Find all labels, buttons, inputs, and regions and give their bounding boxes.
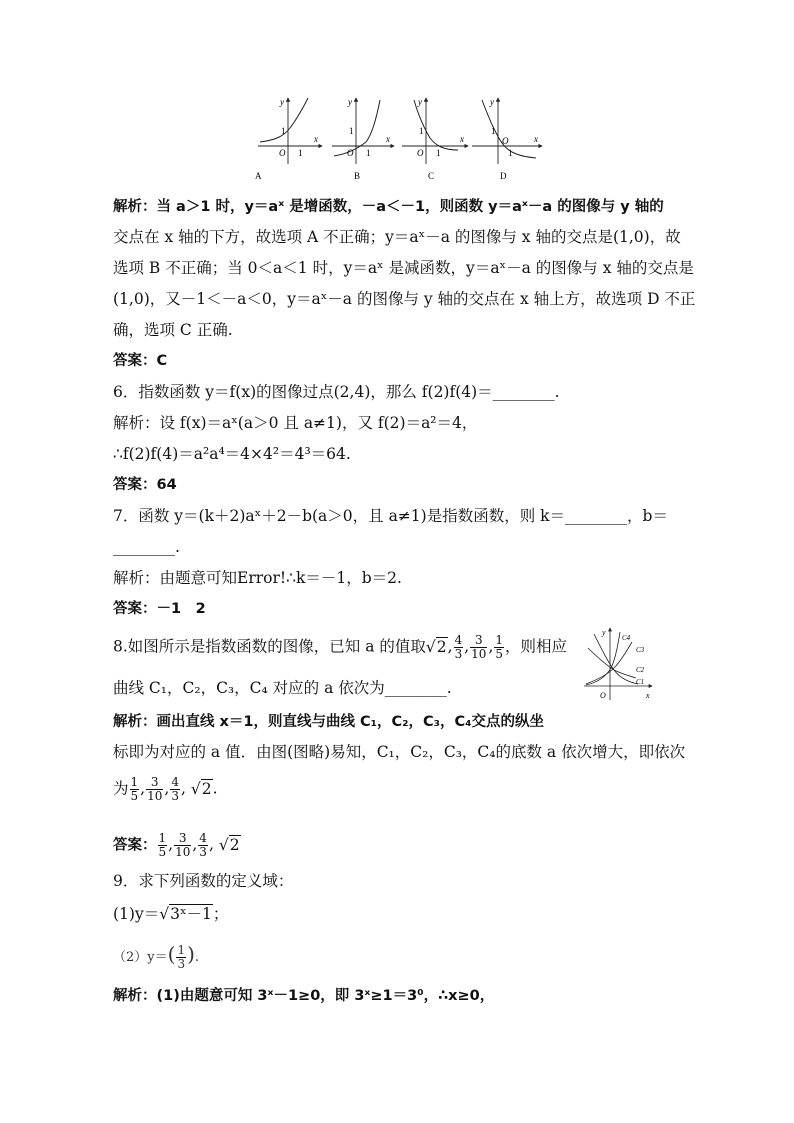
- graph-panel-c: [402, 97, 468, 181]
- axis-x-label: x: [314, 134, 318, 144]
- analysis-line-5: 确，选项 C 正确.: [113, 321, 233, 339]
- svg-text:1: 1: [419, 126, 424, 136]
- svg-text:D: D: [500, 171, 507, 181]
- question-9-part-2: （2）y＝( $\frac{1}{3}$ ).: [113, 942, 200, 971]
- axis-y-label: y: [280, 97, 284, 107]
- graph-panel-a: [255, 97, 322, 181]
- origin-label: O: [279, 148, 286, 158]
- question-8-line-2: 曲线 C₁，C₂，C₃，C₄ 对应的 a 依次为________.: [113, 679, 452, 697]
- svg-text:B: B: [354, 171, 361, 181]
- question-8-line-1: 8.如图所示是指数函数的图像，已知 a 的值取√2, $\frac{4}{3}$ , $\frac{3}{10}$ , $\frac{1}{5}$ ，则相应: [113, 633, 568, 661]
- question-6: 6．指数函数 y＝f(x)的图像过点(2,4)，那么 f(2)f(4)＝________.: [113, 383, 560, 401]
- exp-curves-figure: [580, 626, 656, 702]
- svg-text:1: 1: [366, 148, 371, 158]
- svg-text:y: y: [602, 628, 606, 637]
- one-y-label: 1: [281, 126, 286, 136]
- analysis-line-4: (1,0)，又－1＜－a＜0，y＝aˣ－a 的图像与 y 轴的交点在 x 轴上方，故选项 D 不正: [113, 290, 696, 308]
- analysis-8-line-3: 为 $\frac{1}{5}$ , $\frac{3}{10}$ , $\frac{4}{3}$ , √2.: [113, 775, 218, 803]
- svg-text:O: O: [600, 691, 606, 700]
- analysis-line-3: 选项 B 不正确；当 0＜a＜1 时，y＝aˣ 是减函数，y＝aˣ－a 的图像与 x 轴的交点是: [113, 259, 694, 277]
- one-x-label: 1: [298, 148, 303, 158]
- analysis-line-2: 交点在 x 轴的下方，故选项 A 不正确；y＝aˣ－a 的图像与 x 轴的交点是(1,0)，故: [113, 228, 681, 246]
- answer-5: 答案：C: [113, 353, 168, 369]
- svg-text:1: 1: [436, 148, 441, 158]
- svg-text:y: y: [418, 97, 422, 107]
- svg-text:x: x: [534, 134, 538, 144]
- answer-6: 答案：64: [113, 477, 177, 493]
- panel-label: A: [255, 171, 262, 181]
- answer-8: 答案： $\frac{1}{5}$ , $\frac{3}{10}$ , $\frac{4}{3}$ , √2: [113, 831, 240, 859]
- analysis-7: 解析：由题意可知Error!∴k＝－1，b＝2.: [113, 569, 402, 587]
- svg-text:y: y: [490, 97, 494, 107]
- analysis-8-line-1: 解析：画出直线 x＝1，则直线与曲线 C₁，C₂，C₃，C₄交点的纵坐: [113, 714, 545, 730]
- analysis-line-1: 解析：当 a＞1 时，y＝aˣ 是增函数，－a＜－1，则函数 y＝aˣ－a 的图像与 y 轴的: [113, 199, 664, 215]
- svg-text:O: O: [347, 148, 354, 158]
- svg-text:O: O: [417, 148, 424, 158]
- svg-text:C1: C1: [636, 678, 645, 686]
- svg-text:x: x: [646, 691, 650, 700]
- svg-text:C2: C2: [636, 666, 645, 674]
- graph-panel-b: [332, 97, 394, 181]
- answer-7: 答案：－1 2: [113, 601, 206, 617]
- question-7-line-1: 7．函数 y＝(k＋2)aˣ＋2－b(a＞0，且 a≠1)是指数函数，则 k＝________，b＝: [113, 507, 668, 525]
- graph-panel-d: [472, 97, 542, 181]
- sqrt-2: √2: [425, 637, 447, 656]
- svg-text:1: 1: [349, 126, 354, 136]
- analysis-8-line-2: 标即为对应的 a 值．由图(图略)易知，C₁，C₂，C₃，C₄的底数 a 依次增大，即依次: [113, 743, 686, 761]
- svg-text:x: x: [460, 134, 464, 144]
- svg-text:x: x: [386, 134, 390, 144]
- question-9-title: 9．求下列函数的定义域：: [113, 872, 294, 890]
- svg-text:y: y: [348, 97, 352, 107]
- analysis-6-line-1: 解析：设 f(x)＝aˣ(a＞0 且 a≠1)，又 f(2)＝a²＝4，: [113, 414, 478, 432]
- question-7-line-2: ________.: [113, 538, 180, 556]
- svg-text:1: 1: [491, 126, 496, 136]
- top-figure: [254, 94, 544, 182]
- svg-text:C: C: [428, 171, 435, 181]
- svg-text:C4: C4: [622, 634, 631, 642]
- question-9-part-1: (1)y＝√3ˣ－1；: [113, 905, 229, 923]
- svg-text:C3: C3: [636, 646, 645, 654]
- svg-text:O: O: [502, 136, 509, 146]
- svg-text:1: 1: [508, 148, 513, 158]
- analysis-6-line-2: ∴f(2)f(4)＝a²a⁴＝4×4²＝4³＝64.: [113, 445, 351, 463]
- analysis-9: 解析：(1)由题意可知 3ˣ－1≥0，即 3ˣ≥1＝3⁰，∴x≥0，: [113, 988, 495, 1004]
